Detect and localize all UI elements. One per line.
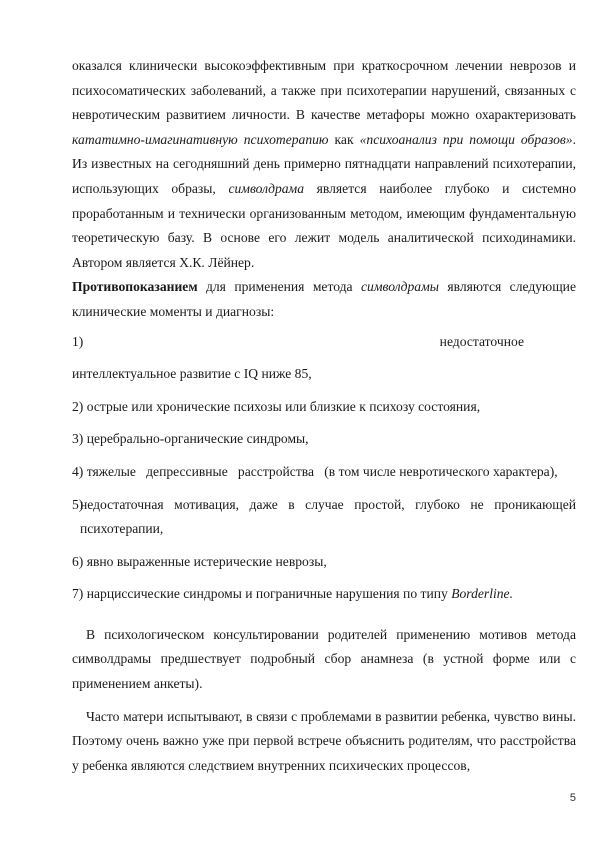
italic-term: символдрамы [361, 279, 439, 295]
page-content [72, 54, 576, 778]
bold-term: Противопоказанием [72, 279, 198, 295]
list-number: 1) [72, 333, 84, 349]
list-item-4: 4) тяжелые депрессивные расстройства (в том числе невротического характера), [72, 463, 558, 479]
list-number: 5) [72, 496, 84, 512]
list-item-3: 3) церебрально-органические синдромы, [72, 431, 309, 447]
list-item-1 [72, 330, 576, 355]
text-run: для применения метода [197, 279, 361, 295]
paragraph-contraindications [72, 275, 576, 324]
text-run: оказался клинически высокоэффективным при краткосрочном лечении неврозов и психосоматических заболеваний, а также при психотерапии нарушений, связанных с невротическим развитием личности. В качестве метафоры можно охарактеризовать [72, 58, 576, 123]
page-number: 5 [569, 792, 576, 804]
italic-term: Borderline. [451, 586, 513, 602]
text-run: 7) нарциссические синдромы и пограничные нарушения по типу [72, 586, 452, 602]
list-item-5 [72, 493, 576, 542]
italic-term: символдрама [228, 180, 305, 196]
list-item-6: 6) явно выраженные истерические неврозы, [72, 553, 327, 569]
list-text: недостаточное [439, 333, 524, 349]
contraindication-list [72, 330, 576, 607]
paragraph-parent-consulting: В психологическом консультировании родителей применению мотивов метода символдрамы предшествует подробный сбор анамнеза (в устной форме или с применением анкеты). [72, 626, 576, 692]
list-item-7 [72, 582, 576, 607]
text-run: . Из известных на сегодняшний день примерно пятнадцати направлений психотерапии, использующих образы, [72, 131, 576, 196]
text-run: является наиболее глубоко и системно проработанным и технически организованным методом, имеющим фундаментальную теоретическую базу. В основе его лежит модель аналитической психодинамики. Автором является Х.К. Лёйнер. [72, 180, 576, 270]
text-run: являются следующие клинические моменты и диагнозы: [72, 279, 576, 319]
italic-quote: «психоанализ при помощи образов» [359, 131, 573, 147]
italic-term: кататимно-имагинативную психотерапию [72, 131, 329, 147]
list-item-2: 2) острые или хронические психозы или близкие к психозу состояния, [72, 398, 481, 414]
text-run: как [328, 131, 360, 147]
list-item-1-continuation: интеллектуальное развитие с IQ ниже 85, [72, 366, 312, 382]
paragraph-method-description [72, 54, 576, 275]
list-text: недостаточная мотивация, даже в случае простой, глубоко не проникающей психотерапии, [80, 496, 576, 537]
paragraph-mothers-guilt: Часто матери испытывают, в связи с проблемами в развитии ребенка, чувство вины. Поэтому очень важно уже при первой встрече объяснить родителям, что расстройства у ребенка являются следствием внутренних психических процессов, [72, 708, 576, 773]
